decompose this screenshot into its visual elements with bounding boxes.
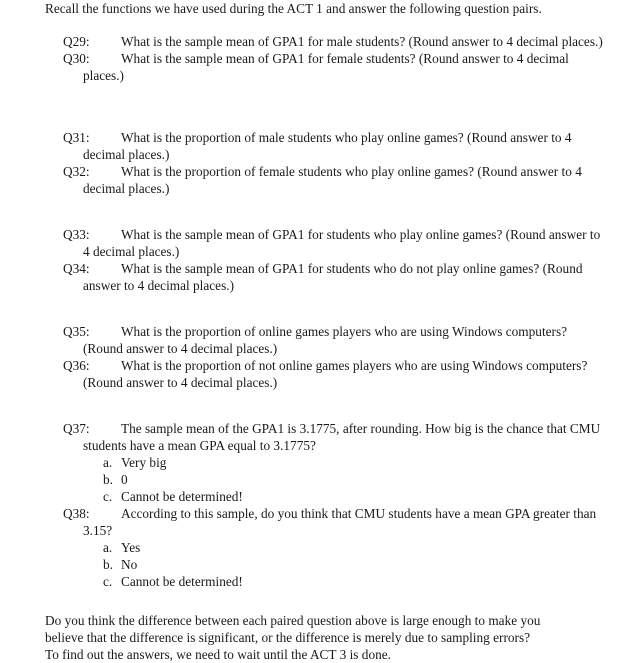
option-item (63, 556, 603, 573)
options-list-q37 (63, 454, 603, 505)
option-item (63, 539, 603, 556)
question-q29 (63, 33, 603, 50)
question-text: What is the proportion of online games players who are using Windows computers? (Round answer to 4 decimal places.) (83, 324, 568, 356)
question-q30 (63, 50, 603, 84)
question-text: The sample mean of the GPA1 is 3.1775, after rounding. How big is the chance that CMU students have a mean GPA equal to 3.1775? (83, 421, 601, 453)
question-group-3 (63, 226, 603, 294)
question-text: What is the sample mean of GPA1 for male students? (Round answer to 4 decimal places.) (121, 34, 603, 49)
closing-line-3: To find out the answers, we need to wait until the ACT 3 is done. (45, 647, 391, 662)
closing-line-2: believe that the difference is significant, or the difference is merely due to sampling errors? (45, 630, 531, 645)
question-q35 (63, 323, 603, 357)
option-item (63, 488, 603, 505)
question-group-2 (63, 129, 603, 197)
question-text: What is the sample mean of GPA1 for students who do not play online games? (Round answer to 4 decimal places.) (83, 261, 583, 293)
question-number: Q34: (63, 261, 90, 276)
option-text: 0 (121, 472, 128, 487)
question-text: What is the proportion of not online games players who are using Windows computers? (Round answer to 4 decimal places.) (83, 358, 588, 390)
question-number: Q32: (63, 164, 90, 179)
question-group-5 (63, 420, 603, 590)
option-item (63, 454, 603, 471)
option-letter: c. (103, 489, 113, 504)
question-number: Q38: (63, 506, 90, 521)
option-letter: b. (103, 557, 113, 572)
question-q36 (63, 357, 603, 391)
closing-line-1: Do you think the difference between each paired question above is large enough to make you (45, 613, 541, 628)
question-q34 (63, 260, 603, 294)
question-q37 (63, 420, 603, 454)
question-text: According to this sample, do you think that CMU students have a mean GPA greater than 3.15? (83, 506, 597, 538)
option-text: Yes (121, 540, 141, 555)
intro-text: Recall the functions we have used during the ACT 1 and answer the following question pairs. (45, 1, 542, 16)
option-text: No (121, 557, 138, 572)
question-number: Q29: (63, 34, 90, 49)
question-text: What is the proportion of male students who play online games? (Round answer to 4 decimal places.) (83, 130, 572, 162)
question-q32 (63, 163, 603, 197)
question-number: Q37: (63, 421, 90, 436)
question-number: Q30: (63, 51, 90, 66)
option-letter: c. (103, 574, 113, 589)
option-letter: b. (103, 472, 113, 487)
question-group-4 (63, 323, 603, 391)
question-q31 (63, 129, 603, 163)
options-list-q38 (63, 539, 603, 590)
option-letter: a. (103, 455, 113, 470)
option-letter: a. (103, 540, 113, 555)
question-q33 (63, 226, 603, 260)
option-text: Very big (121, 455, 167, 470)
question-group-1 (63, 33, 603, 84)
option-item (63, 573, 603, 590)
option-text: Cannot be determined! (121, 574, 243, 589)
option-item (63, 471, 603, 488)
option-text: Cannot be determined! (121, 489, 243, 504)
question-q38 (63, 505, 603, 539)
question-number: Q36: (63, 358, 90, 373)
question-number: Q31: (63, 130, 90, 145)
closing-paragraph (45, 612, 605, 663)
question-number: Q33: (63, 227, 90, 242)
question-text: What is the sample mean of GPA1 for students who play online games? (Round answer to 4 decimal places.) (83, 227, 601, 259)
question-text: What is the proportion of female students who play online games? (Round answer to 4 decimal places.) (83, 164, 582, 196)
question-number: Q35: (63, 324, 90, 339)
question-text: What is the sample mean of GPA1 for female students? (Round answer to 4 decimal places.) (83, 51, 569, 83)
